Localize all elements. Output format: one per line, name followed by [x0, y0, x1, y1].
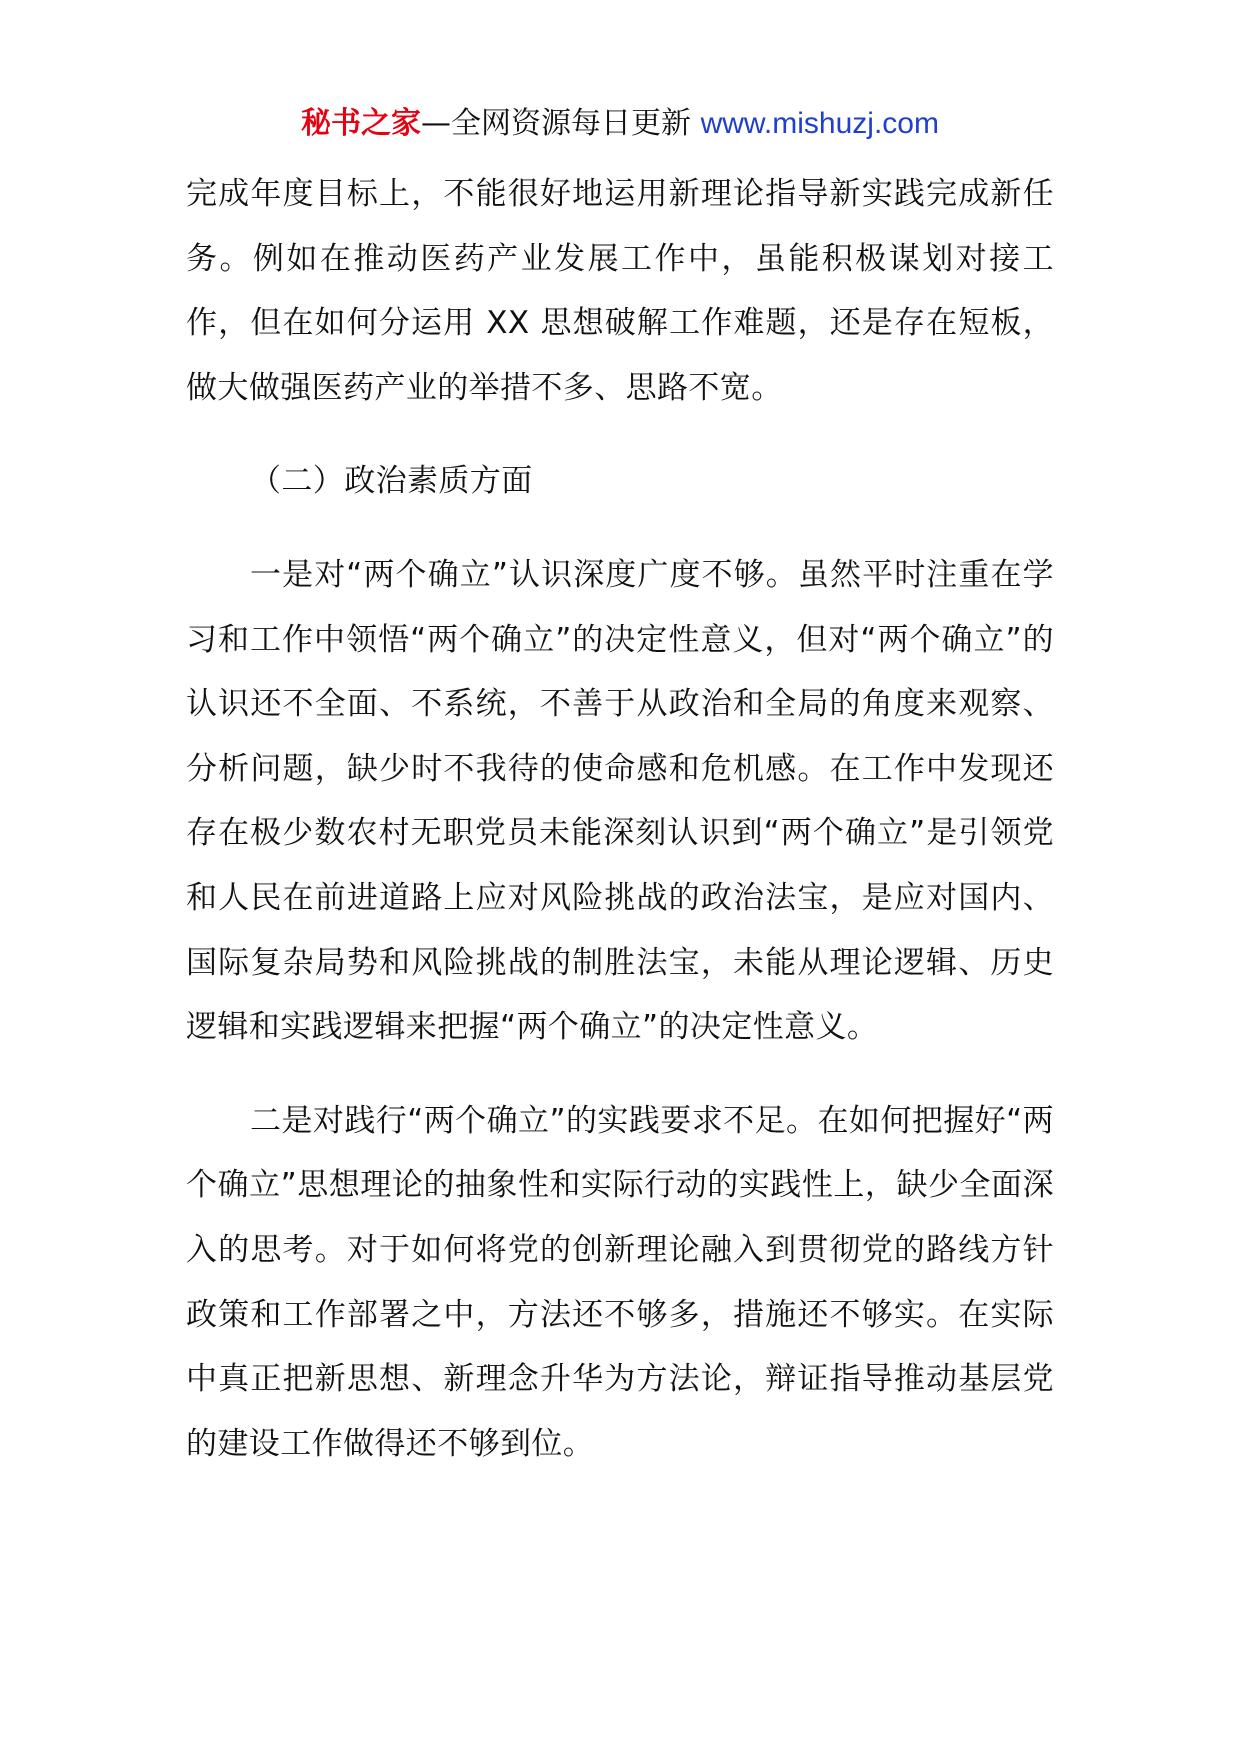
- paragraph-point-one: 一是对“两个确立”认识深度广度不够。虽然平时注重在学习和工作中领悟“两个确立”的决定性意义，但对“两个确立”的认识还不全面、不系统，不善于从政治和全局的角度来观察、分析问题，缺少时不我待的使命感和危机感。在工作中发现还存在极少数农村无职党员未能深刻认识到“两个确立”是引领党和人民在前进道路上应对风险挑战的政治法宝，是应对国内、国际复杂局势和风险挑战的制胜法宝，未能从理论逻辑、历史逻辑和实践逻辑来把握“两个确立”的决定性意义。: [186, 556, 1054, 1046]
- header-tagline: —全网资源每日更新: [421, 106, 701, 141]
- section-heading: （二）政治素质方面: [250, 463, 533, 500]
- paragraph-gap: [186, 1060, 1054, 1089]
- document-body: [186, 162, 1054, 1476]
- brand-name: 秘书之家: [301, 106, 422, 141]
- paragraph-point-two: 二是对践行“两个确立”的实践要求不足。在如何把握好“两个确立”思想理论的抽象性和实际行动的实践性上，缺少全面深入的思考。对于如何将党的创新理论融入到贯彻党的路线方针政策和工作部署之中，方法还不够多，措施还不够实。在实际中真正把新思想、新理念升华为方法论，辩证指导推动基层党的建设工作做得还不够到位。: [186, 1102, 1054, 1462]
- paragraph-continued: 完成年度目标上，不能很好地运用新理论指导新实践完成新任务。例如在推动医药产业发展工作中，虽能积极谋划对接工作，但在如何分运用 XX 思想破解工作难题，还是存在短板，做大做强医药产业的举措不多、思路不宽。: [186, 176, 1054, 406]
- paragraph-gap: [186, 514, 1054, 543]
- paragraph-gap: [186, 420, 1054, 449]
- site-header: [0, 98, 1240, 150]
- site-url-link[interactable]: www.mishuzj.com: [700, 107, 939, 140]
